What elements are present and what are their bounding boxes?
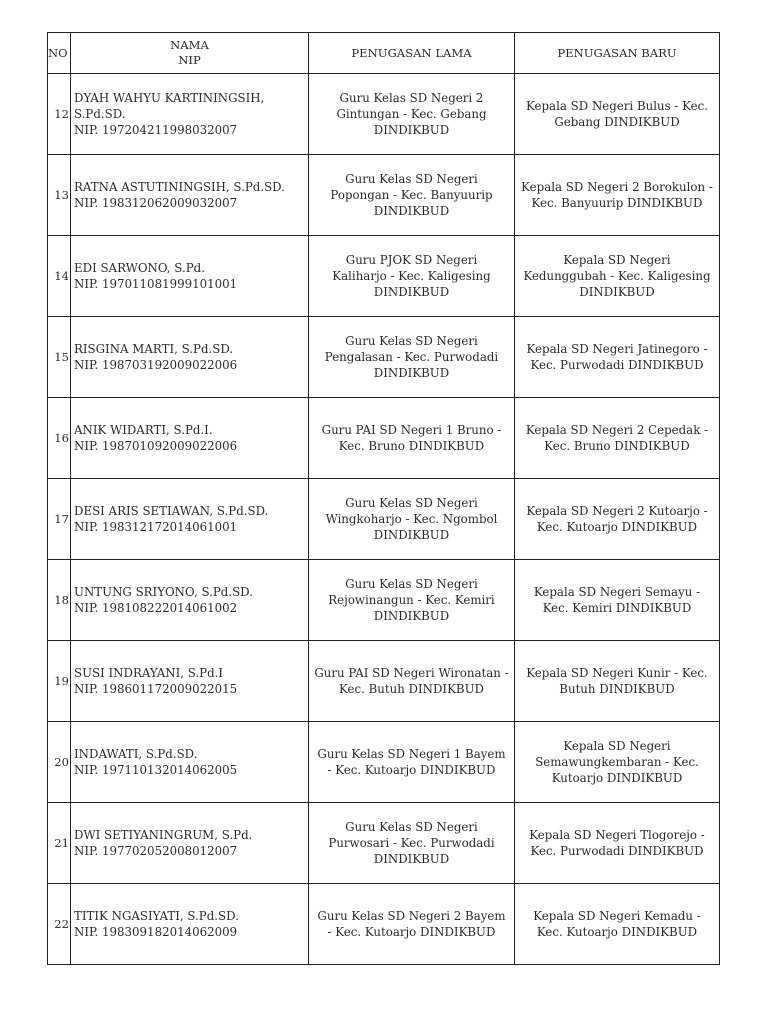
new-assignment-cell-line: Kepala SD Negeri [563, 739, 671, 753]
table-row [48, 74, 720, 155]
name-nip-cell [71, 74, 309, 155]
name-nip-cell-line: NIP. 198309182014062009 [74, 925, 238, 939]
old-assignment-cell [309, 479, 515, 560]
row-number: 14 [48, 236, 71, 317]
name-nip-cell [71, 560, 309, 641]
name-nip-cell-line: NIP. 198701092009022006 [74, 439, 238, 453]
table-row [48, 722, 720, 803]
name-nip-cell-line: DESI ARIS SETIAWAN, S.Pd.SD. [74, 504, 269, 518]
name-nip-cell [71, 398, 309, 479]
old-assignment-cell-line: DINDIKBUD [373, 285, 450, 299]
new-assignment-cell-line: Kec. Kutoarjo DINDIKBUD [536, 520, 698, 534]
name-nip-cell [71, 317, 309, 398]
name-nip-cell-line: RISGINA MARTI, S.Pd.SD. [74, 342, 234, 356]
name-nip-cell-line: NIP. 197011081999101001 [74, 277, 238, 291]
old-assignment-cell-line: Guru PJOK SD Negeri [345, 253, 478, 267]
header-penugasan-lama: PENUGASAN LAMA [309, 33, 515, 74]
name-nip-cell [71, 236, 309, 317]
table-row [48, 641, 720, 722]
old-assignment-cell-line: Guru Kelas SD Negeri 1 Bayem [317, 747, 506, 761]
old-assignment-cell-line: DINDIKBUD [373, 366, 450, 380]
name-nip-cell-line: NIP. 198312172014061001 [74, 520, 238, 534]
name-nip-cell-line: EDI SARWONO, S.Pd. [74, 261, 205, 275]
new-assignment-cell [515, 560, 720, 641]
name-nip-cell [71, 155, 309, 236]
old-assignment-cell-line: DINDIKBUD [373, 204, 450, 218]
row-number: 21 [48, 803, 71, 884]
row-number: 19 [48, 641, 71, 722]
old-assignment-cell-line: Kec. Bruno DINDIKBUD [338, 439, 485, 453]
new-assignment-cell-line: Kepala SD Negeri [563, 253, 671, 267]
new-assignment-cell [515, 74, 720, 155]
header-penugasan-baru: PENUGASAN BARU [515, 33, 720, 74]
table-row [48, 398, 720, 479]
row-number: 17 [48, 479, 71, 560]
table-row [48, 803, 720, 884]
name-nip-cell-line: INDAWATI, S.Pd.SD. [74, 747, 198, 761]
name-nip-cell-line: RATNA ASTUTININGSIH, S.Pd.SD. [74, 180, 285, 194]
row-number: 20 [48, 722, 71, 803]
old-assignment-cell-line: DINDIKBUD [373, 123, 450, 137]
name-nip-cell-line: SUSI INDRAYANI, S.Pd.I [74, 666, 224, 680]
old-assignment-cell-line: Guru Kelas SD Negeri [345, 172, 478, 186]
name-nip-cell-line: NIP. 197110132014062005 [74, 763, 238, 777]
table-row [48, 236, 720, 317]
old-assignment-cell-line: Guru Kelas SD Negeri [345, 334, 478, 348]
new-assignment-cell-line: Kepala SD Negeri Bulus - Kec. [526, 99, 708, 113]
old-assignment-cell-line: Kaliharjo - Kec. Kaligesing [332, 269, 491, 283]
new-assignment-cell-line: DINDIKBUD [579, 285, 655, 299]
table-row [48, 560, 720, 641]
row-number: 22 [48, 884, 71, 965]
name-nip-cell [71, 803, 309, 884]
new-assignment-cell-line: Kepala SD Negeri 2 Borokulon - [521, 180, 713, 194]
old-assignment-cell-line: Guru Kelas SD Negeri [345, 820, 478, 834]
name-nip-cell [71, 722, 309, 803]
new-assignment-cell-line: Kec. Kutoarjo DINDIKBUD [536, 925, 698, 939]
table-row [48, 479, 720, 560]
old-assignment-cell-line: DINDIKBUD [373, 528, 450, 542]
name-nip-cell-line: NIP. 198601172009022015 [74, 682, 238, 696]
new-assignment-cell-line: Kedunggubah - Kec. Kaligesing [523, 269, 711, 283]
old-assignment-cell-line: Purwosari - Kec. Purwodadi [328, 836, 495, 850]
name-nip-cell-line: DYAH WAHYU KARTININGSIH, [74, 91, 265, 105]
row-number: 16 [48, 398, 71, 479]
header-nip: NIP [178, 53, 201, 67]
old-assignment-cell-line: DINDIKBUD [373, 609, 450, 623]
old-assignment-cell-line: Rejowinangun - Kec. Kemiri [328, 593, 495, 607]
old-assignment-cell-line: Wingkoharjo - Kec. Ngombol [325, 512, 498, 526]
new-assignment-cell [515, 722, 720, 803]
new-assignment-cell [515, 884, 720, 965]
name-nip-cell-line: TITIK NGASIYATI, S.Pd.SD. [74, 909, 239, 923]
name-nip-cell-line: NIP. 198312062009032007 [74, 196, 238, 210]
row-number: 12 [48, 74, 71, 155]
new-assignment-cell-line: Gebang DINDIKBUD [554, 115, 680, 129]
new-assignment-cell-line: Kec. Purwodadi DINDIKBUD [530, 844, 704, 858]
new-assignment-cell-line: Kepala SD Negeri 2 Cepedak - [525, 423, 709, 437]
row-number: 15 [48, 317, 71, 398]
old-assignment-cell [309, 641, 515, 722]
assignment-table [47, 32, 720, 965]
new-assignment-cell-line: Kepala SD Negeri 2 Kutoarjo - [526, 504, 708, 518]
old-assignment-cell [309, 884, 515, 965]
new-assignment-cell-line: Kec. Purwodadi DINDIKBUD [530, 358, 704, 372]
old-assignment-cell [309, 155, 515, 236]
new-assignment-cell-line: Kepala SD Negeri Semayu - [533, 585, 701, 599]
old-assignment-cell [309, 803, 515, 884]
old-assignment-cell-line: - Kec. Kutoarjo DINDIKBUD [327, 763, 496, 777]
new-assignment-cell [515, 479, 720, 560]
old-assignment-cell-line: Kec. Butuh DINDIKBUD [339, 682, 484, 696]
name-nip-cell [71, 641, 309, 722]
old-assignment-cell-line: Pengalasan - Kec. Purwodadi [324, 350, 499, 364]
table-row [48, 155, 720, 236]
old-assignment-cell-line: Guru PAI SD Negeri Wironatan - [314, 666, 509, 680]
table-row [48, 884, 720, 965]
old-assignment-cell-line: Guru Kelas SD Negeri [345, 577, 478, 591]
old-assignment-cell [309, 722, 515, 803]
old-assignment-cell-line: Gintungan - Kec. Gebang [336, 107, 487, 121]
header-nama-nip [71, 33, 309, 74]
row-number: 18 [48, 560, 71, 641]
new-assignment-cell [515, 803, 720, 884]
new-assignment-cell [515, 641, 720, 722]
name-nip-cell-line: UNTUNG SRIYONO, S.Pd.SD. [74, 585, 253, 599]
new-assignment-cell-line: Kec. Banyuurip DINDIKBUD [531, 196, 703, 210]
old-assignment-cell [309, 560, 515, 641]
header-no: NO [48, 33, 71, 74]
new-assignment-cell-line: Kec. Bruno DINDIKBUD [544, 439, 690, 453]
old-assignment-cell [309, 398, 515, 479]
new-assignment-cell [515, 398, 720, 479]
new-assignment-cell [515, 236, 720, 317]
new-assignment-cell-line: Kec. Kemiri DINDIKBUD [542, 601, 692, 615]
old-assignment-cell-line: Popongan - Kec. Banyuurip [330, 188, 493, 202]
header-row [48, 33, 720, 74]
old-assignment-cell-line: DINDIKBUD [373, 852, 450, 866]
name-nip-cell [71, 884, 309, 965]
old-assignment-cell-line: - Kec. Kutoarjo DINDIKBUD [327, 925, 496, 939]
name-nip-cell-line: NIP. 198108222014061002 [74, 601, 238, 615]
new-assignment-cell-line: Kepala SD Negeri Tlogorejo - [529, 828, 705, 842]
old-assignment-cell [309, 236, 515, 317]
row-number: 13 [48, 155, 71, 236]
old-assignment-cell [309, 317, 515, 398]
new-assignment-cell-line: Kepala SD Negeri Kemadu - [533, 909, 701, 923]
new-assignment-cell-line: Kepala SD Negeri Jatinegoro - [526, 342, 708, 356]
new-assignment-cell-line: Kepala SD Negeri Kunir - Kec. [526, 666, 708, 680]
new-assignment-cell [515, 317, 720, 398]
old-assignment-cell [309, 74, 515, 155]
new-assignment-cell [515, 155, 720, 236]
name-nip-cell-line: S.Pd.SD. [74, 107, 126, 121]
name-nip-cell-line: NIP. 197702052008012007 [74, 844, 238, 858]
name-nip-cell-line: DWI SETIYANINGRUM, S.Pd. [74, 828, 253, 842]
old-assignment-cell-line: Guru Kelas SD Negeri 2 Bayem [317, 909, 506, 923]
new-assignment-cell-line: Kutoarjo DINDIKBUD [551, 771, 683, 785]
old-assignment-cell-line: Guru Kelas SD Negeri [345, 496, 478, 510]
name-nip-cell [71, 479, 309, 560]
name-nip-cell-line: NIP. 198703192009022006 [74, 358, 238, 372]
old-assignment-cell-line: Guru PAI SD Negeri 1 Bruno - [321, 423, 502, 437]
old-assignment-cell-line: Guru Kelas SD Negeri 2 [339, 91, 484, 105]
new-assignment-cell-line: Butuh DINDIKBUD [559, 682, 675, 696]
new-assignment-cell-line: Semawungkembaran - Kec. [535, 755, 699, 769]
header-nama: NAMA [170, 38, 209, 52]
name-nip-cell-line: ANIK WIDARTI, S.Pd.I. [74, 423, 213, 437]
name-nip-cell-line: NIP. 197204211998032007 [74, 123, 238, 137]
table-row [48, 317, 720, 398]
